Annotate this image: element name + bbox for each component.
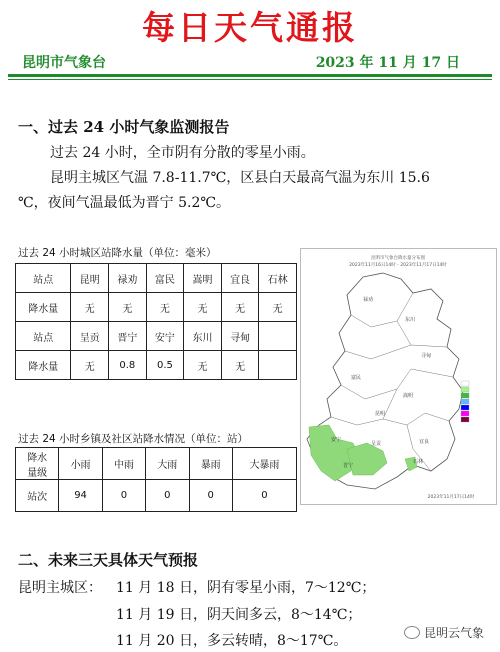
summary-line-1: 过去 24 小时，全市阴有分散的零星小雨。 [50, 145, 315, 161]
map-label-shilin: 石林 [413, 459, 424, 465]
map-label-kunming: 昆明 [375, 411, 386, 417]
precip-city-cell: 无 [71, 351, 109, 380]
map-label-songming: 嵩明 [403, 393, 414, 399]
legend-swatch [461, 411, 469, 416]
map-label-luquan: 禄劝 [363, 297, 374, 303]
summary-line-3: ℃，夜间气温最低为晋宁 5.2℃。 [18, 195, 231, 211]
table1-caption: 过去 24 小时城区站降水量（单位：毫米） [18, 247, 217, 259]
section2-heading: 二、未来三天具体天气预报 [18, 551, 199, 569]
precip-city-cell: 站点 [16, 264, 71, 293]
precip-city-cell: 呈贡 [71, 322, 109, 351]
precip-city-cell: 无 [184, 351, 222, 380]
map-time: 2023年11月16日14时 - 2023年11月17日14时 [349, 263, 447, 268]
section1-heading: 一、过去 24 小时气象监测报告 [18, 118, 230, 136]
precip-town-cell: 中雨 [102, 448, 145, 480]
precip-city-row [16, 351, 297, 380]
precip-city-cell: 富民 [146, 264, 184, 293]
precip-town-row [16, 448, 297, 480]
precip-city-cell [259, 351, 297, 380]
map-label-chenggong: 呈贡 [371, 441, 382, 447]
report-date: 2023 年 11 月 17 日 [315, 55, 460, 71]
precip-city-cell: 无 [146, 293, 184, 322]
precip-town-cell: 站次 [16, 480, 59, 512]
map-label-xundian: 寻甸 [421, 353, 432, 359]
precip-city-cell: 宜良 [221, 264, 259, 293]
map-label-jinning: 晋宁 [343, 463, 354, 469]
precip-town-cell: 94 [59, 480, 102, 512]
forecast-day-3: 11 月 20 日，多云转晴，8～17℃。 [116, 633, 348, 649]
map-title: 昆明市气象台降水量分布图 [371, 256, 425, 261]
precip-city-cell: 东川 [184, 322, 222, 351]
precip-city-cell [259, 322, 297, 351]
precip-city-cell: 嵩明 [184, 264, 222, 293]
precip-city-row [16, 322, 297, 351]
precip-city-row [16, 293, 297, 322]
legend-swatch [461, 387, 469, 392]
precip-city-cell: 晋宁 [109, 322, 147, 351]
precip-city-cell: 无 [109, 293, 147, 322]
precip-town-cell: 0 [189, 480, 232, 512]
map-label-anning: 安宁 [331, 437, 342, 443]
precip-city-cell: 寻甸 [221, 322, 259, 351]
forecast-day-1: 11 月 18 日，阴有零星小雨，7～12℃； [116, 580, 376, 596]
precip-city-row [16, 264, 297, 293]
precip-city-cell: 降水量 [16, 293, 71, 322]
precip-city-cell: 降水量 [16, 351, 71, 380]
watermark [404, 624, 484, 641]
precip-town-cell: 大暴雨 [232, 448, 296, 480]
wechat-icon [404, 626, 420, 639]
map-legend [461, 381, 469, 422]
map-label-dongchuan: 东川 [405, 317, 416, 323]
precip-city-cell: 禄劝 [109, 264, 147, 293]
header-rule-thin [8, 79, 492, 80]
precip-table-city [15, 263, 297, 380]
precip-map [300, 248, 497, 505]
precip-city-cell: 0.8 [109, 351, 147, 380]
map-footer: 2023年11月17日14时 [427, 495, 475, 500]
precip-town-cell: 小雨 [59, 448, 102, 480]
forecast-day-2: 11 月 19 日，阴天间多云，8～14℃； [116, 607, 362, 623]
legend-swatch [461, 417, 469, 422]
precip-city-cell: 无 [184, 293, 222, 322]
watermark-text: 昆明云气象 [424, 626, 485, 640]
table2-caption: 过去 24 小时乡镇及社区站降水情况（单位：站） [18, 433, 249, 445]
precip-city-cell: 昆明 [71, 264, 109, 293]
legend-swatch [461, 381, 469, 386]
legend-swatch [461, 399, 469, 404]
precip-city-cell: 无 [221, 351, 259, 380]
header-rule [8, 74, 492, 77]
precip-city-cell: 石林 [259, 264, 297, 293]
precip-city-cell: 0.5 [146, 351, 184, 380]
precip-town-cell: 0 [232, 480, 296, 512]
summary-line-2: 昆明主城区气温 7.8-11.7℃，区县白天最高气温为东川 15.6 [50, 170, 430, 186]
precip-town-cell: 0 [146, 480, 189, 512]
map-label-yiliang: 宜良 [419, 439, 430, 445]
precip-city-cell: 无 [71, 293, 109, 322]
precip-city-cell: 无 [221, 293, 259, 322]
precip-town-cell: 暴雨 [189, 448, 232, 480]
forecast-area: 昆明主城区： [18, 580, 102, 596]
precip-town-cell: 0 [102, 480, 145, 512]
precip-city-cell: 无 [259, 293, 297, 322]
precip-town-cell: 大雨 [146, 448, 189, 480]
report-title: 每日天气通报 [142, 8, 358, 47]
map-label-fumin: 富民 [351, 375, 362, 381]
legend-swatch [461, 393, 469, 398]
agency-name: 昆明市气象台 [22, 55, 106, 71]
legend-swatch [461, 405, 469, 410]
precip-town-cell: 降水 量级 [16, 448, 59, 480]
precip-city-cell: 安宁 [146, 322, 184, 351]
precip-table-town [15, 447, 297, 512]
precip-city-cell: 站点 [16, 322, 71, 351]
precip-town-row [16, 480, 297, 512]
